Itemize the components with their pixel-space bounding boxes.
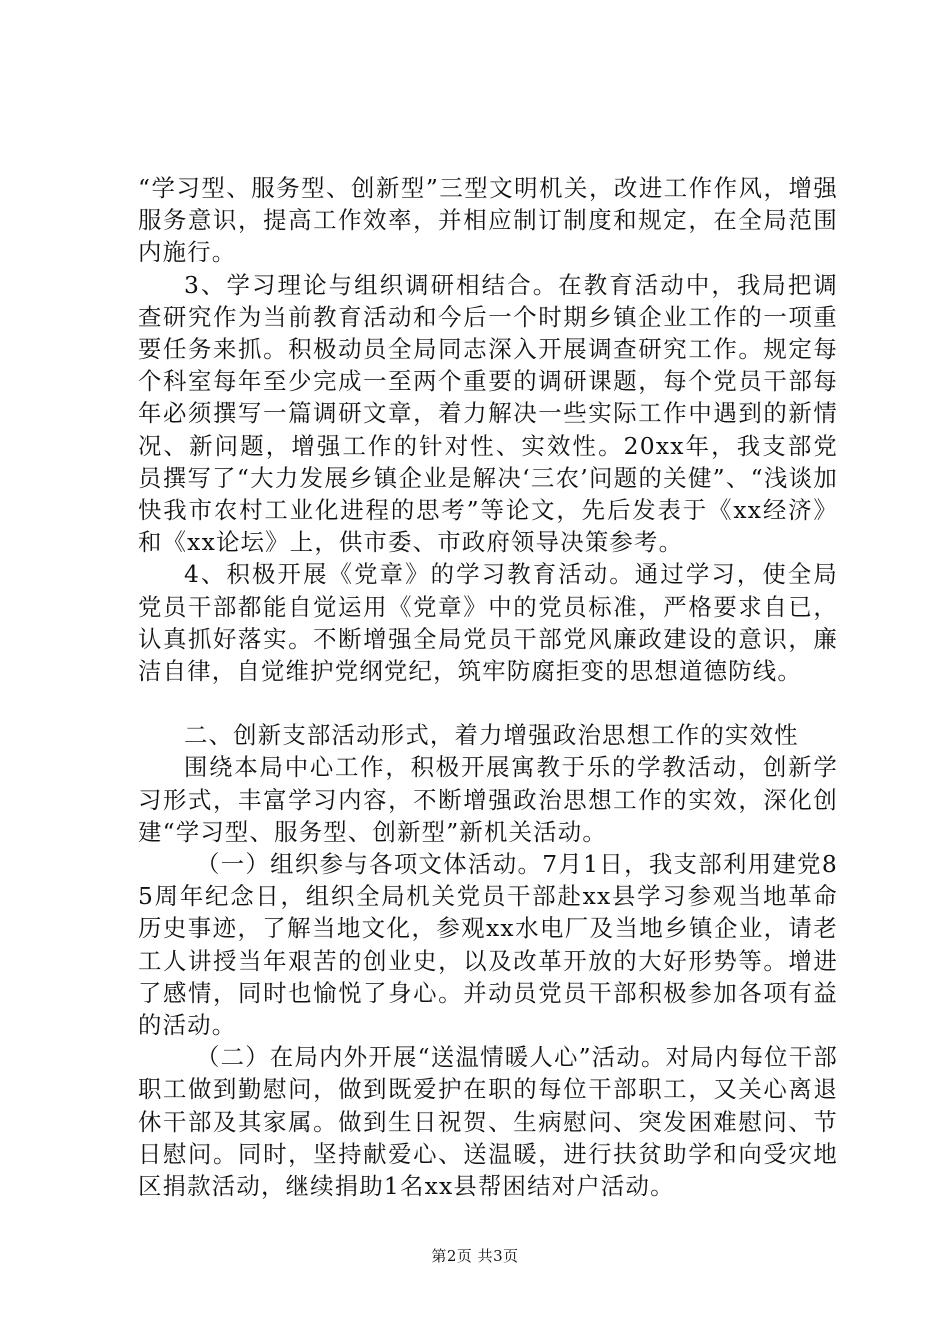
section-intro: 围绕本局中心工作，积极开展寓教于乐的学教活动，创新学习形式，丰富学习内容，不断增强政治思想工作的实效，深化创建“学习型、服务型、创新型”新机关活动。 [138, 753, 838, 846]
paragraph-item-3: 3、学习理论与组织调研相结合。在教育活动中，我局把调查研究作为当前教育活动和今后一个时期乡镇企业工作的一项重要任务来抓。积极动员全局同志深入开展调查研究工作。规定每个科室每年至少完成一至两个重要的调研课题，每个党员干部每年必须撰写一篇调研文章，着力解决一些实际工作中遇到的新情况、新问题，增强工作的针对性、实效性。20xx年，我支部党员撰写了“大力发展乡镇企业是解决‘三农’问题的关健”、“浅谈加快我市农村工业化进程的思考”等论文，先后发表于《xx经济》和《xx论坛》上，供市委、市政府领导决策参考。 [138, 270, 838, 557]
paragraph-gap [138, 687, 838, 719]
section-heading: 二、创新支部活动形式，着力增强政治思想工作的实效性 [184, 721, 799, 750]
paragraph-item-4: 4、积极开展《党章》的学习教育活动。通过学习，使全局党员干部都能自觉运用《党章》中的党员标准，严格要求自已，认真抓好落实。不断增强全局党员干部党风廉政建设的意识，廉洁自律，自觉维护党纲党纪，筑牢防腐拒变的思想道德防线。 [138, 560, 838, 686]
paragraph-continuation: “学习型、服务型、创新型”三型文明机关，改进工作作风，增强服务意识，提高工作效率，并相应制订制度和规定，在全局范围内施行。 [138, 174, 838, 267]
page-footer: 第2页 共3页 [431, 1247, 519, 1265]
document-body [138, 172, 838, 1202]
paragraph-sub-1: （一）组织参与各项文体活动。7月1日，我支部利用建党85周年纪念日，组织全局机关党员干部赴xx县学习参观当地革命历史事迹，了解当地文化，参观xx水电厂及当地乡镇企业，请老工人讲授当年艰苦的创业史，以及改革开放的大好形势等。增进了感情，同时也愉悦了身心。并动员党员干部积极参加各项有益的活动。 [138, 850, 838, 1040]
paragraph-sub-2: （二）在局内外开展“送温情暖人心”活动。对局内每位干部职工做到勤慰问，做到既爱护在职的每位干部职工，又关心离退休干部及其家属。做到生日祝贺、生病慰问、突发困难慰问、节日慰问。同时，坚持献爱心、送温暖，进行扶贫助学和向受灾地区捐款活动，继续捐助1名xx县帮困结对户活动。 [138, 1043, 838, 1201]
